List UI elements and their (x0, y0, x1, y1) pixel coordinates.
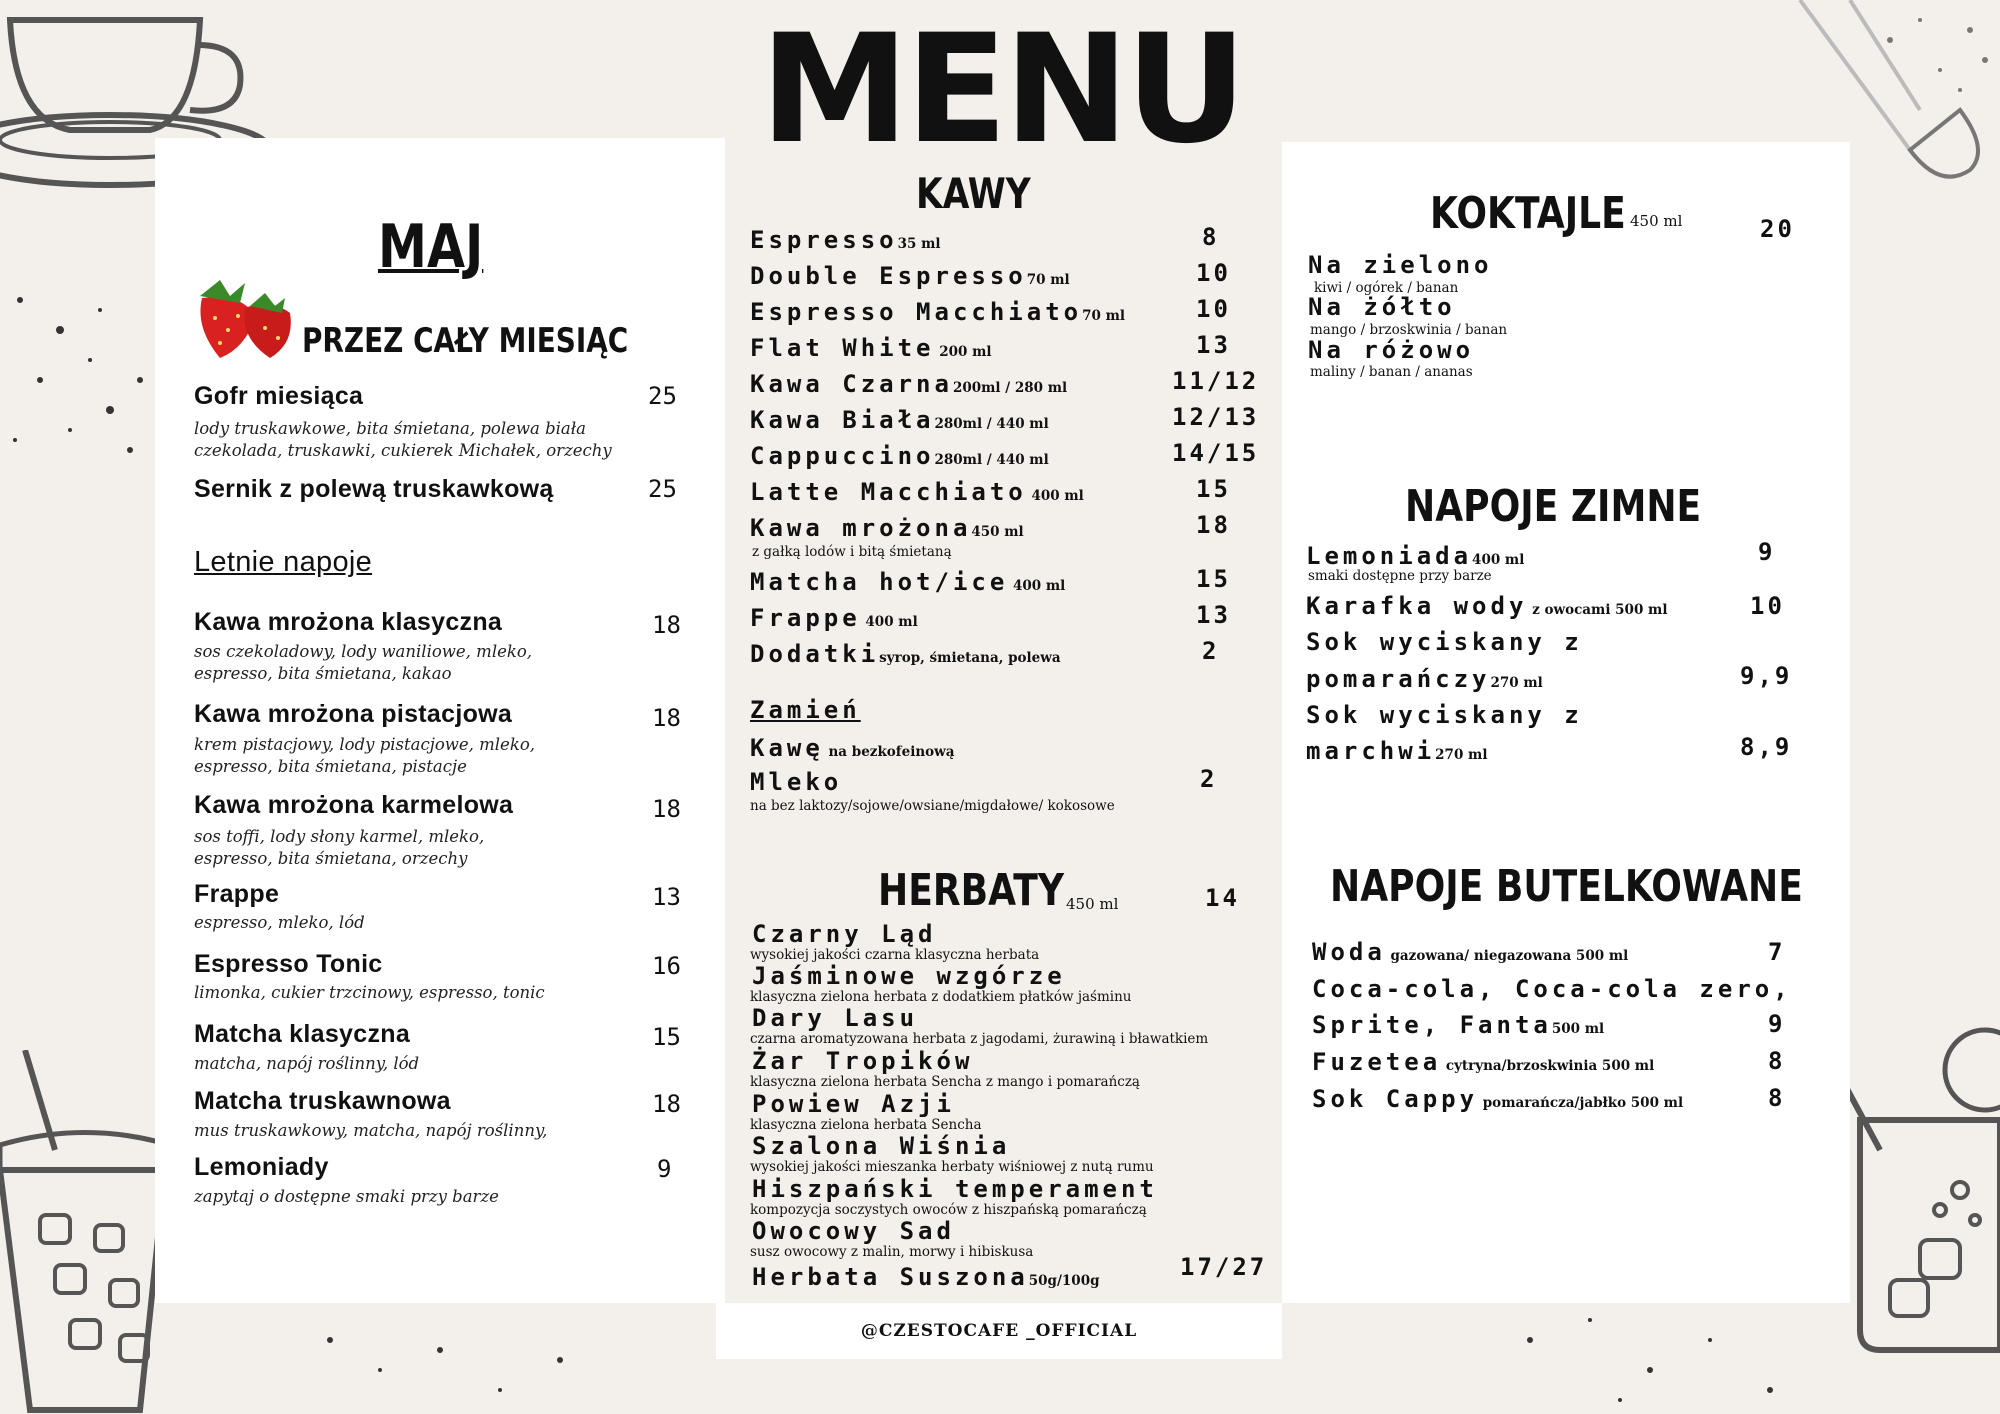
item-name (750, 334, 992, 362)
item-note: czarna aromatyzowana herbata z jagodami, żurawiną i bławatkiem (750, 1031, 1209, 1047)
item-name (750, 734, 955, 762)
item-note: z gałką lodów i bitą śmietaną (752, 544, 952, 560)
item-price: 2 (1200, 765, 1218, 793)
item-name: Coca-cola, Coca-cola zero, (1312, 975, 1792, 1003)
item-price: 13 (1196, 601, 1231, 629)
item-name: Frappe (194, 880, 280, 908)
item-size: gazowana/ niegazowana 500 ml (1385, 948, 1629, 964)
item-name (750, 298, 1125, 326)
item-note: wysokiej jakości czarna klasyczna herbata (750, 947, 1040, 963)
item-name (1306, 737, 1487, 765)
item-name: Sok wyciskany z (1306, 701, 1583, 729)
item-description: sos toffi, lody słony karmel, mleko, espresso, bita śmietana, orzechy (194, 827, 485, 868)
item-name-text: Kawa Czarna (750, 370, 953, 398)
item-name: Czarny Ląd (752, 920, 937, 948)
item-name: Sok wyciskany z (1306, 628, 1583, 656)
social-handle: @CZESTOCAFE _OFFICIAL (860, 1321, 1138, 1341)
item-price: 9,9 (1740, 662, 1793, 690)
item-description: mus truskawkowy, matcha, napój roślinny, (194, 1121, 548, 1140)
item-name: Żar Tropików (752, 1047, 974, 1075)
item-name: Dary Lasu (752, 1004, 919, 1032)
item-size: syrop, śmietana, polewa (879, 650, 1061, 666)
item-name: Matcha klasyczna (194, 1020, 411, 1048)
item-name (750, 442, 1049, 470)
item-price: 25 (648, 382, 677, 410)
item-size: z owocami 500 ml (1527, 602, 1668, 618)
item-note: klasyczna zielona herbata z dodatkiem płatków jaśminu (750, 989, 1132, 1005)
item-name (750, 226, 941, 254)
item-size: 280ml / 440 ml (934, 452, 1049, 468)
item-description: espresso, mleko, lód (194, 913, 365, 932)
item-size: 400 ml (1008, 578, 1066, 594)
item-name-text: pomarańczy (1306, 665, 1491, 693)
item-price: 18 (652, 611, 681, 639)
herbaty-heading: HERBATY (878, 865, 1064, 916)
item-description: lody truskawkowe, bita śmietana, polewa biała czekolada, truskawki, cukierek Michałek, orzechy (194, 419, 612, 460)
item-description: sos czekoladowy, lody waniliowe, mleko, espresso, bita śmietana, kakao (194, 642, 533, 683)
item-price: 15 (652, 1023, 681, 1051)
item-price: 8,9 (1740, 733, 1793, 761)
item-name-text: Latte Macchiato (750, 478, 1027, 506)
item-name-text: Espresso (750, 226, 898, 254)
item-name: Jaśminowe wzgórze (752, 962, 1066, 990)
item-note: klasyczna zielona herbata Sencha (750, 1117, 982, 1133)
item-name (750, 640, 1061, 668)
item-price: 7 (1768, 938, 1786, 966)
item-name (750, 568, 1065, 596)
item-price: 8 (1768, 1084, 1786, 1112)
item-name (750, 514, 1024, 542)
item-name-text: Kawa Biała (750, 406, 935, 434)
item-price: 9 (1758, 538, 1776, 566)
item-description: krem pistacjowy, lody pistacjowe, mleko, espresso, bita śmietana, pistacje (194, 735, 535, 776)
item-note: susz owocowy z malin, morwy i hibiskusa (750, 1244, 1034, 1260)
item-size: 200ml / 280 ml (952, 380, 1068, 396)
item-price: 16 (652, 952, 681, 980)
item-name-text: Double Espresso (750, 262, 1027, 290)
item-name: Mleko (750, 768, 843, 796)
item-name: Owocowy Sad (752, 1217, 955, 1245)
item-note: klasyczna zielona herbata Sencha z mango i pomarańczą (750, 1074, 1140, 1090)
item-price: 13 (652, 883, 681, 911)
item-name (1312, 1011, 1604, 1039)
item-name-text: marchwi (1306, 737, 1436, 765)
item-price: 15 (1196, 565, 1231, 593)
item-name-text: Lemoniada (1306, 542, 1473, 570)
item-size: na bezkofeinową (823, 744, 955, 760)
item-price: 10 (1196, 295, 1231, 323)
item-name (750, 478, 1084, 506)
item-price: 18 (1196, 511, 1231, 539)
item-price: 2 (1202, 637, 1220, 665)
item-size: 270 ml (1490, 675, 1543, 691)
item-name (750, 406, 1049, 434)
item-name (1306, 542, 1524, 570)
item-size: 400 ml (860, 614, 918, 630)
kawy-heading: KAWY (916, 169, 1031, 218)
item-description: limonka, cukier trzcinowy, espresso, tonic (194, 983, 545, 1002)
item-name-text: Matcha hot/ice (750, 568, 1009, 596)
item-price: 18 (652, 704, 681, 732)
item-size: 280ml / 440 ml (934, 416, 1049, 432)
item-name (1312, 1048, 1654, 1076)
item-price: 13 (1196, 331, 1231, 359)
item-name: Sernik z polewą truskawkową (194, 475, 554, 503)
item-price: 10 (1750, 592, 1785, 620)
item-name: Szalona Wiśnia (752, 1132, 1011, 1160)
item-name-text: Flat White (750, 334, 935, 362)
item-note: maliny / banan / ananas (1310, 364, 1473, 380)
item-name: Matcha truskawnowa (194, 1087, 451, 1115)
item-note: wysokiej jakości mieszanka herbaty wiśniowej z nutą rumu (750, 1159, 1154, 1175)
herbaty-price: 14 (1205, 884, 1240, 912)
month-subheading: PRZEZ CAŁY MIESIĄC (302, 321, 629, 361)
item-name: Powiew Azji (752, 1090, 955, 1118)
item-size: 500 ml (1551, 1021, 1605, 1037)
item-name (1312, 1085, 1683, 1113)
summer-heading: Letnie napoje (194, 546, 373, 578)
item-name-text: Karafka wody (1306, 592, 1528, 620)
item-name: Kawa mrożona klasyczna (194, 608, 503, 636)
item-name-text: Cappuccino (750, 442, 935, 470)
item-price: 25 (648, 475, 677, 503)
item-name-text: Fuzetea (1312, 1048, 1442, 1076)
splatter-bottom-right (1500, 1300, 1800, 1414)
item-name: Espresso Tonic (194, 950, 383, 978)
item-name (1306, 665, 1543, 693)
item-price: 11/12 (1172, 367, 1260, 395)
item-name-text: Frappe (750, 604, 861, 632)
item-name (750, 262, 1070, 290)
item-note: smaki dostępne przy barze (1308, 568, 1492, 584)
item-price: 9 (1768, 1010, 1786, 1038)
item-price: 12/13 (1172, 403, 1260, 431)
item-price: 15 (1196, 475, 1231, 503)
item-size: 70 ml (1026, 272, 1070, 288)
item-name-text: Herbata Suszona (752, 1263, 1029, 1291)
item-size: 400 ml (1472, 552, 1525, 568)
item-size: 270 ml (1435, 747, 1488, 763)
item-name: Gofr miesiąca (194, 382, 364, 410)
herbaty-size: 450 ml (1066, 895, 1119, 913)
zamien-heading: Zamień (750, 696, 861, 724)
item-size: 200 ml (934, 344, 992, 360)
item-note: mango / brzoskwinia / banan (1310, 322, 1508, 338)
item-name: Lemoniady (194, 1153, 329, 1181)
item-name (1306, 592, 1667, 620)
item-name (752, 1263, 1100, 1291)
koktajle-size: 450 ml (1630, 212, 1683, 230)
item-description: zapytaj o dostępne smaki przy barze (194, 1187, 499, 1206)
item-name: Na żółto (1308, 293, 1456, 321)
zimne-heading: NAPOJE ZIMNE (1405, 481, 1702, 532)
splatter-left (0, 280, 150, 480)
item-note: na bez laktozy/sojowe/owsiane/migdałowe/ kokosowe (750, 798, 1115, 814)
item-size: 50g/100g (1028, 1273, 1100, 1289)
item-name-text: Sok Cappy (1312, 1085, 1479, 1113)
menu-title: MENU (760, 3, 1244, 177)
item-name-text: Dodatki (750, 640, 880, 668)
social-handle-box (716, 1303, 1282, 1359)
item-price: 18 (652, 1090, 681, 1118)
strawberry-icon (190, 268, 300, 368)
item-name: Na różowo (1308, 336, 1475, 364)
item-name (750, 604, 918, 632)
item-name (750, 370, 1067, 398)
item-name: Kawa mrożona karmelowa (194, 791, 514, 819)
item-size: 450 ml (971, 524, 1024, 540)
item-price: 10 (1196, 259, 1231, 287)
item-price: 8 (1768, 1047, 1786, 1075)
month-heading: MAJ (378, 212, 484, 282)
item-size: pomarańcza/jabłko 500 ml (1478, 1095, 1684, 1111)
item-note: kompozycja soczystych owoców z hiszpańską pomarańczą (750, 1202, 1147, 1218)
item-size: 70 ml (1082, 308, 1125, 324)
item-description: matcha, napój roślinny, lód (194, 1054, 420, 1073)
item-name-text: Sprite, Fanta (1312, 1011, 1552, 1039)
item-name (1312, 938, 1628, 966)
item-size: 35 ml (897, 236, 941, 252)
item-name: Kawa mrożona pistacjowa (194, 700, 513, 728)
item-price: 17/27 (1180, 1253, 1268, 1281)
item-price: 18 (652, 795, 681, 823)
item-price: 9 (657, 1155, 672, 1183)
splatter-bottom-left (300, 1310, 600, 1414)
item-note: kiwi / ogórek / banan (1314, 280, 1459, 296)
item-size: 400 ml (1026, 488, 1084, 504)
item-name-text: Kawa mrożona (750, 514, 972, 542)
item-name: Hiszpański temperament (752, 1175, 1158, 1203)
item-price: 8 (1202, 223, 1220, 251)
koktajle-heading: KOKTAJLE (1430, 188, 1626, 239)
koktajle-price: 20 (1760, 215, 1795, 243)
item-name-text: Woda (1312, 938, 1386, 966)
item-price: 14/15 (1172, 439, 1260, 467)
item-size: cytryna/brzoskwinia 500 ml (1441, 1058, 1655, 1074)
item-name-text: Espresso Macchiato (750, 298, 1083, 326)
item-name-text: Kawę (750, 734, 824, 762)
item-name: Na zielono (1308, 251, 1493, 279)
butelkowane-heading: NAPOJE BUTELKOWANE (1330, 861, 1803, 912)
